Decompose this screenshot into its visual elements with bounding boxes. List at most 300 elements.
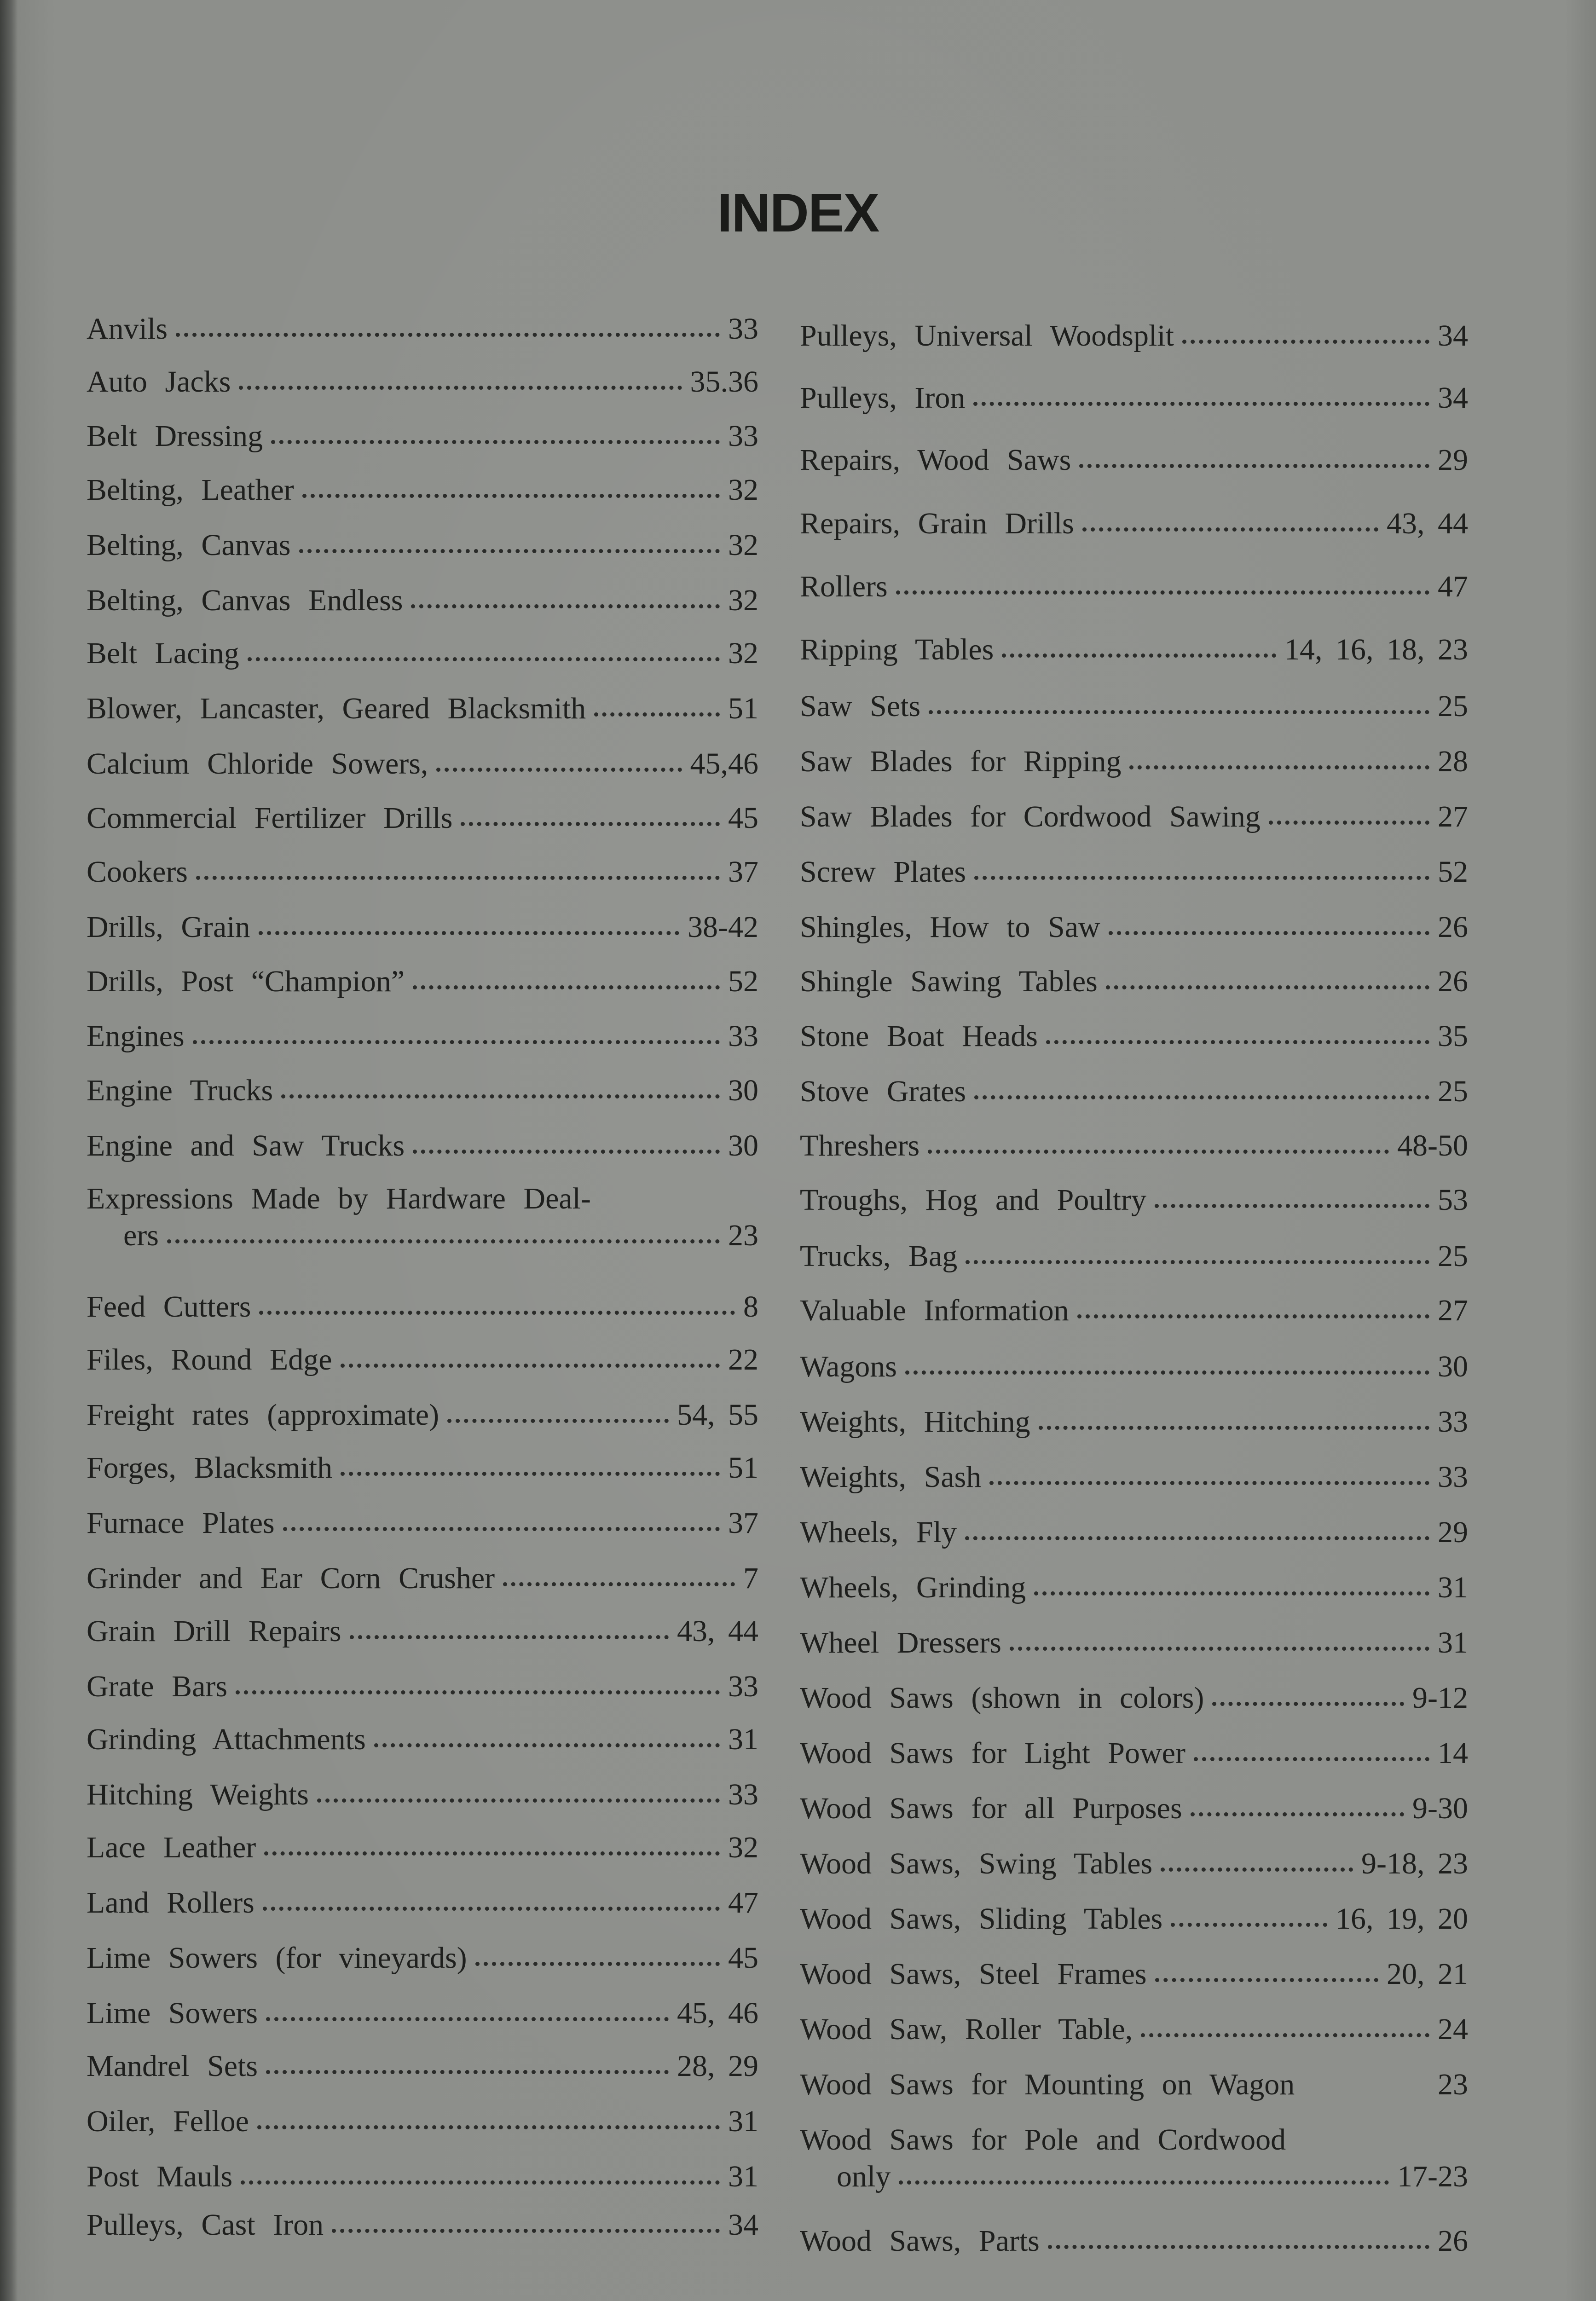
dot-leader [447, 1419, 669, 1423]
index-entry-row [800, 1073, 1468, 1110]
index-entry-name: Forges, Blacksmith [87, 1451, 333, 1485]
index-entry-name: Grate Bars [87, 1670, 228, 1703]
index-entry [87, 2103, 758, 2140]
index-entry-page: 31 [728, 2160, 758, 2193]
index-entry-name: Files, Round Edge [87, 1343, 332, 1376]
index-entry-name-line1: Expressions Made by Hardware Deal- [87, 1182, 591, 1215]
dot-leader [374, 1743, 720, 1747]
dot-leader [1161, 1867, 1353, 1872]
dot-leader [248, 657, 720, 661]
index-entry-row [800, 631, 1468, 668]
index-entry [800, 1127, 1468, 1164]
index-entry-name: only [837, 2160, 891, 2193]
index-entry-row [800, 2223, 1468, 2260]
index-entry-name: Wagons [800, 1350, 897, 1383]
index-entry-name: Lime Sowers (for vineyards) [87, 1941, 467, 1975]
dot-leader [263, 1907, 720, 1911]
index-entry-name: Wheels, Grinding [800, 1571, 1026, 1604]
index-entry-page: 53 [1438, 1183, 1468, 1217]
index-entry [800, 568, 1468, 605]
index-entry-page: 34 [728, 2208, 758, 2242]
dot-leader [1079, 464, 1429, 468]
index-entry-name: Saw Sets [800, 689, 921, 723]
index-entry-row [87, 800, 758, 837]
index-entry-name: Wood Saws for Mounting on Wagon [800, 2068, 1295, 2101]
index-entry-page: 22 [728, 1343, 758, 1376]
index-entry-row [87, 635, 758, 672]
index-entry [87, 1397, 758, 1434]
dot-leader [905, 1370, 1429, 1375]
index-entry-name: Rollers [800, 570, 888, 603]
index-entry-row [800, 1735, 1468, 1772]
index-entry-row [800, 442, 1468, 479]
dot-leader [973, 402, 1429, 406]
index-entry-name: Engine and Saw Trucks [87, 1129, 405, 1162]
index-entry-row [800, 2011, 1468, 2048]
index-entry-page: 16, 19, 20 [1336, 1902, 1468, 1936]
index-entry-name: Furnace Plates [87, 1506, 275, 1540]
index-entry-name: Lime Sowers [87, 1996, 258, 2030]
dot-leader [413, 1150, 720, 1154]
index-entry [87, 909, 758, 946]
index-entry-name: Troughs, Hog and Poultry [800, 1183, 1146, 1217]
index-entry [87, 1127, 758, 1164]
index-entry-name: Blower, Lancaster, Geared Blacksmith [87, 692, 586, 725]
dot-leader [259, 1311, 735, 1315]
index-entry [87, 1940, 758, 1977]
dot-leader [974, 1095, 1429, 1099]
index-entry-row [800, 1292, 1468, 1329]
index-entry [800, 1845, 1468, 1882]
index-entry [800, 1625, 1468, 1661]
index-entry-row [87, 2207, 758, 2243]
dot-leader [1046, 1040, 1429, 1044]
index-entry-name: Feed Cutters [87, 1290, 251, 1324]
index-entry [87, 746, 758, 782]
index-entry-page: 20, 21 [1387, 1957, 1468, 1991]
dot-leader [167, 1239, 720, 1243]
index-entry-page: 48-50 [1397, 1129, 1468, 1162]
index-entry-name: Belt Dressing [87, 419, 263, 453]
index-entry-page: 24 [1438, 2012, 1468, 2046]
index-entry [800, 2066, 1468, 2103]
index-entry-page: 7 [743, 1561, 758, 1595]
index-entry-page: 34 [1438, 381, 1468, 415]
index-entry-row [87, 746, 758, 782]
dot-leader [236, 1690, 720, 1694]
index-entry-name: ers [123, 1219, 159, 1252]
index-entry-row [87, 1560, 758, 1597]
index-entry-row [800, 318, 1468, 354]
index-entry-row [800, 909, 1468, 946]
index-entry [87, 582, 758, 619]
index-entry [87, 1613, 758, 1650]
index-entry [800, 798, 1468, 835]
dot-leader [965, 1536, 1429, 1540]
index-entry-name: Calcium Chloride Sowers, [87, 747, 428, 780]
dot-leader [266, 2070, 669, 2074]
index-entry-name: Threshers [800, 1129, 920, 1162]
index-entry-page: 52 [728, 965, 758, 998]
index-entry [87, 1721, 758, 1758]
dot-leader [896, 590, 1429, 595]
index-entry [800, 909, 1468, 946]
index-entry-name: Wheels, Fly [800, 1515, 957, 1549]
index-entry [800, 688, 1468, 725]
index-entry-name: Oiler, Felloe [87, 2104, 249, 2138]
index-entry-row [800, 1182, 1468, 1219]
index-entry-page: 9-18, 23 [1361, 1847, 1468, 1880]
index-entry [87, 1668, 758, 1705]
dot-leader [989, 1481, 1429, 1485]
index-entry-name: Engines [87, 1019, 185, 1053]
index-entry-row [87, 1072, 758, 1109]
index-entry-name: Stone Boat Heads [800, 1019, 1038, 1053]
index-entry-row [87, 1397, 758, 1434]
index-entry-name: Engine Trucks [87, 1074, 273, 1107]
index-entry-row [800, 1404, 1468, 1440]
index-entry [800, 1348, 1468, 1385]
index-entry-page: 31 [1438, 1626, 1468, 1659]
index-entry-name: Grinding Attachments [87, 1723, 366, 1756]
index-entry-page: 26 [1438, 910, 1468, 944]
index-entry-name: Saw Blades for Ripping [800, 745, 1122, 778]
index-entry-row [87, 1127, 758, 1164]
index-entry-page: 33 [1438, 1460, 1468, 1494]
dot-leader [929, 710, 1429, 714]
index-entry-row [800, 1845, 1468, 1882]
index-entry-row [87, 690, 758, 727]
index-entry-page: 9-30 [1412, 1792, 1468, 1825]
index-entry-name: Anvils [87, 312, 168, 346]
index-entry-page: 51 [728, 1451, 758, 1485]
dot-leader [283, 1527, 720, 1531]
index-entry-page: 45 [728, 801, 758, 835]
index-entry-row [800, 798, 1468, 835]
page-title: INDEX [717, 183, 879, 243]
index-entry-page: 43, 44 [1387, 507, 1468, 540]
index-entry-page: 47 [728, 1886, 758, 1919]
index-entry-page: 14, 16, 18, 23 [1284, 633, 1468, 666]
dot-leader [594, 712, 720, 717]
index-entry [87, 1885, 758, 1921]
dot-leader [1269, 821, 1429, 825]
index-entry-row [800, 743, 1468, 780]
index-entry-row [87, 2103, 758, 2140]
index-entry [87, 1829, 758, 1866]
index-entry [87, 800, 758, 837]
index-entry-name: Wood Saws, Steel Frames [800, 1957, 1147, 1991]
index-entry-page: 31 [728, 1723, 758, 1756]
index-entry [87, 418, 758, 455]
dot-leader [1106, 985, 1429, 989]
index-entry [87, 1505, 758, 1542]
index-entry [800, 1735, 1468, 1772]
index-entry-row [87, 527, 758, 564]
index-entry-page: 37 [728, 855, 758, 889]
index-entry [87, 1450, 758, 1486]
dot-leader [1141, 2033, 1429, 2037]
dot-leader [1034, 1591, 1429, 1596]
index-entry [800, 380, 1468, 416]
index-entry-row [800, 1790, 1468, 1827]
index-entry-page: 23 [1438, 2068, 1468, 2101]
index-entry-row [800, 1569, 1468, 1606]
dot-leader [1155, 1978, 1378, 1982]
dot-leader [974, 876, 1429, 880]
index-entry [87, 1341, 758, 1378]
index-entry-row [87, 1721, 758, 1758]
index-entry-page: 33 [1438, 1405, 1468, 1439]
dot-leader [1191, 1812, 1404, 1816]
index-entry-name: Pulleys, Universal Woodsplit [800, 319, 1174, 353]
index-entry-row [87, 1341, 758, 1378]
dot-leader [259, 931, 679, 935]
dot-leader [1039, 1426, 1429, 1430]
index-entry-name: Pulleys, Cast Iron [87, 2208, 324, 2242]
dot-leader [193, 1040, 720, 1044]
index-entry-row [87, 311, 758, 347]
dot-leader [266, 2017, 669, 2021]
dot-leader [928, 1150, 1389, 1154]
index-entry-name: Wood Saw, Roller Table, [800, 2012, 1133, 2046]
dot-leader [966, 1260, 1429, 1264]
index-entry-name: Belting, Canvas Endless [87, 584, 403, 617]
index-entry-page: 8 [743, 1290, 758, 1324]
index-entry-page: 26 [1438, 965, 1468, 998]
index-entry-name: Drills, Grain [87, 910, 250, 944]
index-entry-name: Saw Blades for Cordwood Sawing [800, 800, 1261, 833]
index-entry [800, 631, 1468, 668]
index-entry-name: Shingle Sawing Tables [800, 965, 1098, 998]
book-spine-shadow [0, 0, 17, 2301]
index-entry [800, 1404, 1468, 1440]
index-entry-name: Repairs, Grain Drills [800, 507, 1074, 540]
index-entry [800, 854, 1468, 890]
index-entry-page: 33 [728, 1019, 758, 1053]
index-entry-page: 26 [1438, 2224, 1468, 2258]
dot-leader [196, 876, 720, 880]
dot-leader [1171, 1923, 1327, 1927]
dot-leader [241, 2180, 720, 2185]
index-entry-name: Auto Jacks [87, 365, 231, 399]
index-entry-page: 31 [1438, 1571, 1468, 1604]
index-entry-row [800, 1514, 1468, 1551]
index-entry [87, 2158, 758, 2195]
index-entry-name: Wood Saws, Swing Tables [800, 1847, 1153, 1880]
index-entry-name: Screw Plates [800, 855, 966, 889]
index-entry-name: Weights, Hitching [800, 1405, 1030, 1439]
index-entry [800, 2122, 1468, 2195]
dot-leader [899, 2180, 1389, 2185]
dot-leader [1048, 2245, 1429, 2249]
index-entry-name: Land Rollers [87, 1886, 254, 1919]
dot-leader [1182, 340, 1429, 344]
index-entry-row [87, 1289, 758, 1325]
index-entry [800, 1182, 1468, 1219]
index-entry-row [800, 1127, 1468, 1164]
index-entry-row [87, 963, 758, 1000]
index-entry-name: Valuable Information [800, 1294, 1069, 1327]
dot-leader [1155, 1204, 1429, 1208]
index-entry [800, 1238, 1468, 1275]
index-entry-page: 35.36 [690, 365, 758, 399]
index-entry-page: 25 [1438, 1075, 1468, 1108]
index-entry-name: Wood Saws for Light Power [800, 1736, 1185, 1770]
index-entry [87, 311, 758, 347]
index-entry [800, 1956, 1468, 1993]
index-entry [87, 963, 758, 1000]
index-entry-row [800, 568, 1468, 605]
index-entry-row [87, 1217, 758, 1254]
index-entry-row [800, 2066, 1468, 2103]
dot-leader [1077, 1314, 1429, 1318]
index-entry [800, 505, 1468, 542]
index-entry [800, 1569, 1468, 1606]
index-entry-row [87, 1450, 758, 1486]
dot-leader [413, 985, 720, 989]
dot-leader [332, 2229, 720, 2233]
index-entry [800, 1292, 1468, 1329]
dot-leader [475, 1962, 720, 1966]
index-entry-page: 23 [728, 1219, 758, 1252]
index-entry-page: 54, 55 [677, 1398, 758, 1432]
index-entry-page: 32 [728, 636, 758, 670]
index-entry-name: Belting, Canvas [87, 528, 291, 562]
index-entry-page: 43, 44 [677, 1614, 758, 1648]
dot-leader [257, 2125, 720, 2129]
index-entry-row [800, 2158, 1468, 2195]
index-entry-page: 9-12 [1412, 1681, 1468, 1715]
dot-leader [350, 1635, 669, 1639]
index-entry [800, 963, 1468, 1000]
index-entry-page: 30 [1438, 1350, 1468, 1383]
index-entry-name: Grinder and Ear Corn Crusher [87, 1561, 495, 1595]
index-entry-row [87, 2048, 758, 2085]
index-entry-name: Belt Lacing [87, 636, 239, 670]
index-entry-row [87, 854, 758, 890]
index-entry-row [800, 854, 1468, 890]
index-entry-row [800, 1348, 1468, 1385]
index-entry-page: 32 [728, 584, 758, 617]
index-entry [800, 1073, 1468, 1110]
index-entry-row [87, 472, 758, 509]
index-entry-row [87, 1613, 758, 1650]
index-entry-page: 28 [1438, 745, 1468, 778]
index-entry-name: Post Mauls [87, 2160, 233, 2193]
index-entry-page: 35 [1438, 1019, 1468, 1053]
index-entry-page: 28, 29 [677, 2049, 758, 2083]
dot-leader [176, 333, 720, 337]
index-entry-row [87, 418, 758, 455]
index-entry [87, 854, 758, 890]
index-entry-page: 27 [1438, 800, 1468, 833]
dot-leader [1109, 931, 1429, 935]
index-entry-row [87, 2158, 758, 2195]
index-entry [87, 1995, 758, 2032]
index-entry-row [800, 963, 1468, 1000]
index-entry-page: 25 [1438, 689, 1468, 723]
index-entry-name: Mandrel Sets [87, 2049, 258, 2083]
dot-leader [461, 822, 720, 826]
index-entry [800, 442, 1468, 479]
dot-leader [271, 440, 720, 444]
index-entry-name: Belting, Leather [87, 473, 294, 507]
index-entry-page: 30 [728, 1129, 758, 1162]
index-entry-name: Commercial Fertilizer Drills [87, 801, 453, 835]
index-entry [800, 2011, 1468, 2048]
index-entry-name: Wood Saws, Sliding Tables [800, 1902, 1163, 1936]
index-entry-page: 27 [1438, 1294, 1468, 1327]
dot-leader [1129, 765, 1429, 769]
index-entry-name: Ripping Tables [800, 633, 994, 666]
index-entry [800, 318, 1468, 354]
index-entry-page: 51 [728, 692, 758, 725]
index-entry-name-line1: Wood Saws for Pole and Cordwood [800, 2123, 1286, 2156]
index-entry-page: 45,46 [690, 747, 758, 780]
index-entry-page: 38-42 [688, 910, 758, 944]
index-entry-row [87, 1940, 758, 1977]
dot-leader [411, 604, 720, 608]
dot-leader [299, 549, 720, 553]
index-entry-row [87, 1668, 758, 1705]
index-entry-page: 33 [728, 312, 758, 346]
index-entry-page: 32 [728, 473, 758, 507]
index-entry [87, 1776, 758, 1813]
index-entry [87, 1180, 758, 1254]
index-entry [87, 1560, 758, 1597]
dot-leader [1082, 527, 1378, 532]
index-entry [87, 2048, 758, 2085]
index-entry-page: 32 [728, 1831, 758, 1864]
index-entry-row [87, 1505, 758, 1542]
index-entry-page: 37 [728, 1506, 758, 1540]
index-entry-row [87, 364, 758, 400]
index-entry-page: 29 [1438, 443, 1468, 477]
index-entry-row [800, 1238, 1468, 1275]
index-entry-name: Wheel Dressers [800, 1626, 1001, 1659]
index-entry-name: Drills, Post “Champion” [87, 965, 405, 998]
index-entry-name: Stove Grates [800, 1075, 966, 1108]
index-entry-page: 45 [728, 1941, 758, 1975]
index-entry [87, 364, 758, 400]
index-entry [800, 1514, 1468, 1551]
index-entry-name: Lace Leather [87, 1831, 256, 1864]
index-entry-name: Weights, Sash [800, 1460, 982, 1494]
dot-leader [239, 386, 682, 390]
dot-leader [1212, 1702, 1404, 1706]
index-entry-page: 45, 46 [677, 1996, 758, 2030]
index-entry [800, 1901, 1468, 1937]
index-entry-row [87, 1885, 758, 1921]
dot-leader [341, 1472, 720, 1476]
index-entry-row [87, 909, 758, 946]
index-entry [87, 1289, 758, 1325]
index-entry-name: Repairs, Wood Saws [800, 443, 1071, 477]
index-entry-page: 33 [728, 419, 758, 453]
index-entry-name: Shingles, How to Saw [800, 910, 1100, 944]
index-entry [87, 527, 758, 564]
index-entry [800, 743, 1468, 780]
index-entry-page: 32 [728, 528, 758, 562]
index-entry-row [87, 1018, 758, 1055]
index-entry-page: 25 [1438, 1239, 1468, 1273]
dot-leader [1002, 653, 1276, 658]
index-entry-page: 34 [1438, 319, 1468, 353]
dot-leader [264, 1851, 720, 1856]
index-entry-row [800, 1901, 1468, 1937]
index-entry-name: Wood Saws, Parts [800, 2224, 1040, 2258]
